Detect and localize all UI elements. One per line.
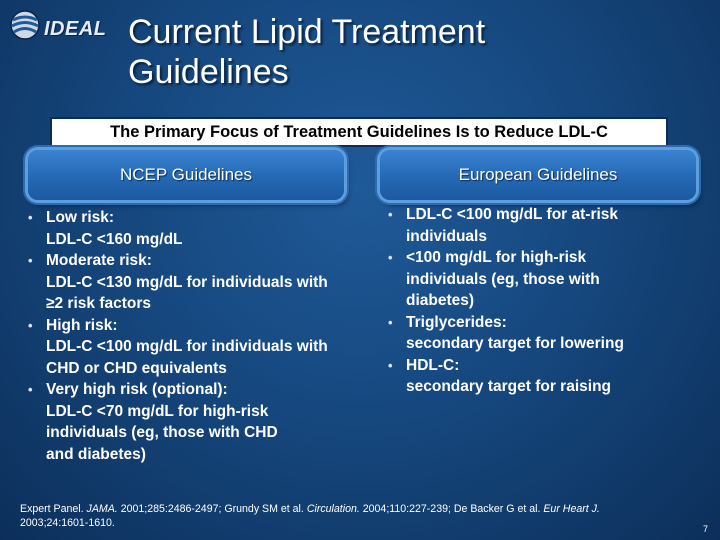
title-line-1: Current Lipid Treatment [128,13,486,51]
bullet-item [388,247,698,312]
primary-focus-banner: The Primary Focus of Treatment Guidelines Is to Reduce LDL-C [50,117,668,147]
european-header: European Guidelines [380,150,696,200]
bullet-line: Very high risk (optional): [46,381,228,398]
bullet-icon: • [28,317,33,333]
bullet-line: and diabetes) [46,445,146,463]
bullet-line: secondary target for lowering [406,335,624,352]
bullet-line: HDL-C: [406,356,460,374]
logo-text: IDEAL [44,18,107,40]
bullet-line: LDL-C <130 mg/dL for individuals with [46,273,328,291]
bullet-line: <100 mg/dL for high-risk [406,249,587,266]
bullet-item [28,315,373,380]
bullet-line: Triglycerides: [406,313,507,331]
globe-icon [8,8,42,42]
ref-part-4: 2003;24:1601-1610. [20,517,115,529]
bullet-line: individuals (eg, those with [406,270,600,288]
ref-part-2: 2001;285:2486-2497; Grundy SM et al. [117,503,307,515]
bullet-line: LDL-C <100 mg/dL for at-risk [406,206,619,223]
bullet-line: individuals (eg, those with CHD [46,424,278,441]
page-number: 7 [702,524,708,534]
references [20,502,710,530]
ref-journal-2: Circulation. [306,503,360,515]
bullet-icon: • [28,253,33,268]
bullet-line: LDL-C <100 mg/dL for individuals with [46,338,328,355]
bullet-item [388,355,698,398]
ref-journal-1: JAMA. [86,503,118,515]
bullet-line: High risk: [46,316,118,334]
bullet-icon: • [388,250,393,265]
bullet-line: individuals [406,227,487,245]
bullet-item [28,379,373,465]
ideal-logo [8,8,126,44]
title-line-2: Guidelines [128,53,289,91]
european-list [388,204,698,398]
ref-part-3: 2004;110:227-239; De Backer G et al. [359,503,544,515]
bullet-line: Low risk: [46,209,115,226]
ref-journal-3: Eur Heart J. [543,503,600,515]
bullet-icon: • [28,382,33,397]
bullet-line: diabetes) [406,292,475,309]
bullet-icon: • [388,314,393,330]
bullet-item [388,312,698,355]
ncep-header: NCEP Guidelines [28,150,344,200]
page-title [128,12,688,92]
bullet-item [388,204,698,247]
bullet-line: ≥2 risk factors [46,295,152,312]
bullet-item [28,207,373,250]
ncep-list [28,207,373,465]
ref-part-1: Expert Panel. [20,503,87,515]
bullet-line: Moderate risk: [46,252,152,269]
bullet-icon: • [28,210,33,225]
bullet-line: LDL-C <160 mg/dL [46,230,183,248]
bullet-icon: • [388,207,393,222]
bullet-line: LDL-C <70 mg/dL for high-risk [46,402,269,420]
bullet-icon: • [388,357,393,373]
bullet-line: secondary target for raising [406,378,612,395]
bullet-line: CHD or CHD equivalents [46,359,227,377]
bullet-item [28,250,373,315]
